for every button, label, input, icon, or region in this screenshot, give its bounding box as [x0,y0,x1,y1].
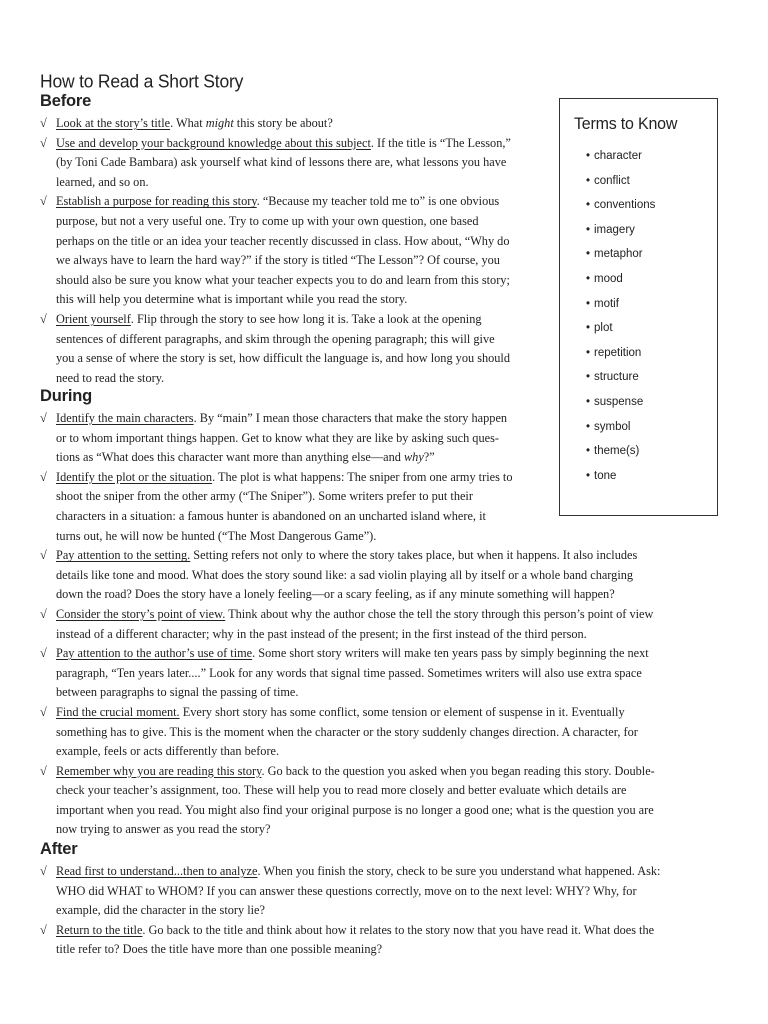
list-item: √ Find the crucial moment. Every short story has some conflict, some tension or element of suspense in it. Eventually something has to give. This is the moment when the character or the story suddenly changes direction. A character, for example, feels or acts differently than before. [40,704,638,759]
check-icon: √ [40,116,47,130]
after-list [40,862,730,960]
check-icon: √ [40,194,47,209]
terms-list [586,144,655,488]
list-item: √ Use and develop your background knowledge about this subject. If the title is “The Lesson,” (by Toni Cade Bambara) ask yourself what kind of lessons there are, what lessons you have learned, and so on. [40,135,511,189]
before-list [40,114,560,388]
bullet-icon: • [586,395,591,408]
check-icon: √ [40,704,47,719]
term-item: • conflict [586,169,655,194]
bullet-icon: • [586,445,591,458]
bullet-icon: • [586,150,591,162]
list-item: √ Consider the story’s point of view. Think about why the author chose the tell the story through this person’s point of view instead of a different character; why in the past instead of the present; in the first instead of the third person. [40,606,654,641]
term-item: • conventions [586,193,655,218]
check-icon: √ [40,311,47,326]
bullet-icon: • [586,371,591,384]
terms-to-know-box [559,98,718,516]
term-item: • imagery [586,218,655,243]
term-item: • character [586,144,655,169]
term-item: • symbol [586,415,655,440]
check-icon: √ [40,135,47,150]
terms-title: Terms to Know [574,115,678,134]
bullet-icon: • [586,346,591,359]
bullet-icon: • [586,199,591,212]
section-heading-during: During [40,387,92,405]
bullet-icon: • [586,248,591,261]
term-item: • suspense [586,390,655,415]
check-icon: √ [40,922,47,937]
list-item: √ Remember why you are reading this story. Go back to the question you asked when you began reading this story. Double- check your teacher’s assignment, too. These will help you to read more closely and better evaluate which details are important when you read. You might also find your original purpose is no longer a good one; what is the question you are now trying to answer as you read the story? [40,763,655,837]
term-item: • mood [586,267,655,292]
term-item: • repetition [586,341,655,366]
section-heading-before: Before [40,92,92,110]
list-item: √ Orient yourself. Flip through the story to see how long it is. Take a look at the opening sentences of different paragraphs, and skim through the opening paragraph; this will give you a sense of where the story is set, how difficult the language is, and how long you should need to read the story. [40,311,510,385]
bullet-icon: • [586,174,591,187]
bullet-icon: • [586,272,591,285]
check-icon: √ [40,606,47,621]
bullet-icon: • [586,223,591,236]
list-item: √ Pay attention to the author’s use of time. Some short story writers will make ten years pass by simply beginning the next paragraph, “Ten years later....” Look for any words that signal time passed. Sometimes writers will also use extra space between paragraphs to signal the passing of time. [40,646,649,700]
check-icon: √ [40,864,47,878]
page-title: How to Read a Short Story [40,70,244,92]
list-item: √ Pay attention to the setting. Setting refers not only to where the story takes place, but when it happens. It also includes details like tone and mood. What does the story sound like: a sad violin playing all by itself or a whole band charging down the road? Does the story have a lonely feeling—or a scary feeling, as if any minute something will happen? [40,548,638,602]
list-item: √ Identify the main characters. By “main” I mean those characters that make the story happen or to whom important things happen. Get to know what they are like by asking such ques- tions as “What does this character want more than anything else—and why?” [40,411,508,465]
term-item: • tone [586,464,655,489]
list-item: √ Identify the plot or the situation. The plot is what happens: The sniper from one army tries to shoot the sniper from the other army (“The Sniper”). Some writers prefer to put their characters in a situation: a famous hunter is abandoned on an uncharted island where, it turns out, he will now be hunted (“The Most Dangerous Game”). [40,469,513,543]
term-item: • structure [586,365,655,390]
list-item: √ Look at the story’s title. What might this story be about? [40,114,560,134]
bullet-icon: • [586,297,591,310]
term-item: • theme(s) [586,439,655,464]
bullet-icon: • [586,322,591,335]
term-item: • plot [586,316,655,341]
check-icon: √ [40,469,47,484]
bullet-icon: • [586,420,591,433]
term-item: • motif [586,292,655,317]
list-item: √ Establish a purpose for reading this story. “Because my teacher told me to” is one obvious purpose, but not a very useful one. Try to come up with your own question, one based perhaps on the title or an idea your teacher recently discussed in class. How about, “Why do we always have to learn the hard way?” if the story is titled “The Lesson”? Of course, you should also be sure you know what your teacher expects you to do and learn from this story; this will help you determine what is important while you read the story. [40,194,510,307]
check-icon: √ [40,411,47,425]
list-item: √ Return to the title. Go back to the title and think about how it relates to the story now that you have read it. What does the title refer to? Does the title have more than one possible meaning? [40,922,655,957]
term-item: • metaphor [586,242,655,267]
section-heading-after: After [40,840,78,858]
list-item: √ Read first to understand...then to analyze. When you finish the story, check to be sure you understand what happened. Ask: WHO did WHAT to WHOM? If you can answer these questions correctly, move on to the next level: WHY? Why, for example, did the character in the story lie? [40,864,661,918]
check-icon: √ [40,763,47,778]
check-icon: √ [40,548,47,563]
check-icon: √ [40,646,47,661]
bullet-icon: • [586,469,591,482]
